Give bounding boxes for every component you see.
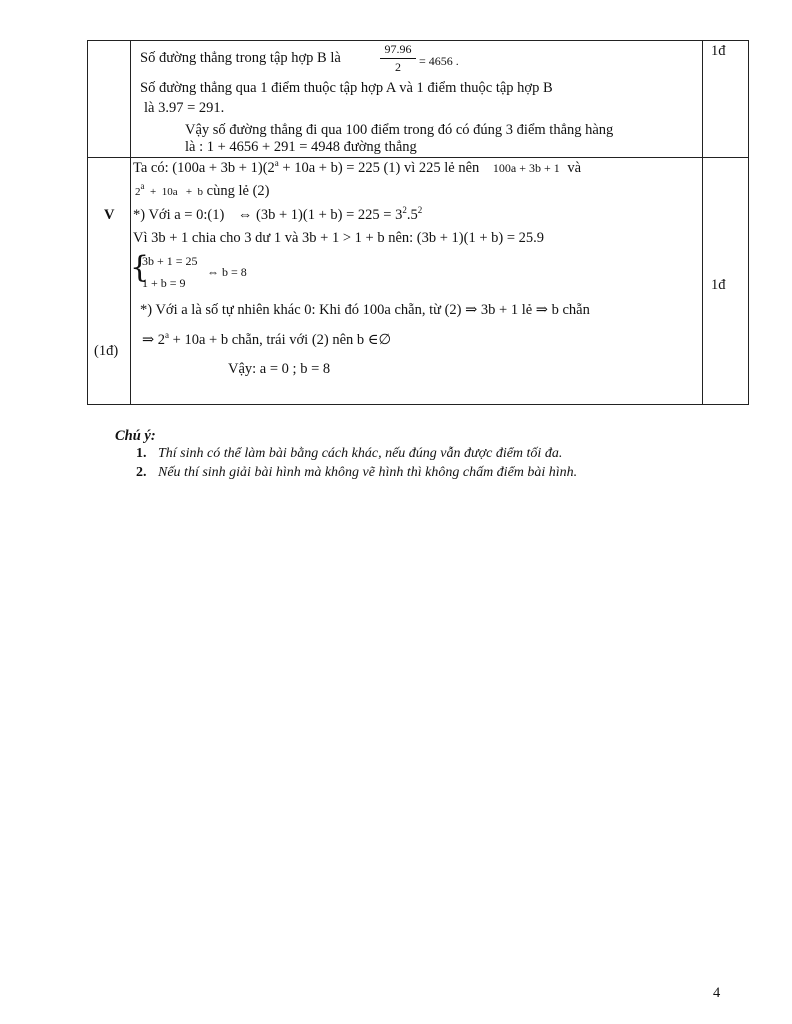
note-text: Nếu thí sinh giải bài hình mà không vẽ hình thì không chấm điểm bài hình. [158, 465, 578, 480]
system-eq-2: 1 + b = 9 [142, 276, 186, 290]
line2-base: 2 [135, 186, 141, 198]
system-result: ⇔ b = 8 [207, 265, 247, 279]
line3-exponent-2: 2 [417, 205, 423, 216]
table-border-right [748, 40, 749, 405]
row2-line2 [135, 183, 269, 200]
row2-conclusion: Vậy: a = 0 ; b = 8 [228, 361, 331, 377]
line3-part-b: ⇔ (3b + 1)(1 + b) = 225 = 3 [237, 207, 403, 223]
line3-part-c: .5 [406, 207, 418, 223]
fraction-denominator: 2 [395, 60, 401, 74]
line1-part-a: Ta có: (100a + 3b + 1)(2 [133, 160, 275, 176]
line1-part-b: + 10a + b) = 225 (1) vì 225 lẻ nên [278, 160, 480, 176]
notes-title: Chú ý: [115, 428, 156, 444]
row2-line1 [133, 160, 581, 177]
row2-score: 1đ [711, 277, 726, 293]
row1-line3: là 3.97 = 291. [144, 100, 225, 116]
system-eq-1: 3b + 1 = 25 [142, 254, 198, 268]
line2-exponent: a [140, 181, 145, 192]
line1-and: và [567, 160, 582, 176]
line1-expression: 100a + 3b + 1 [492, 161, 560, 175]
table-border-top [87, 40, 749, 41]
line7-part-b: + 10a + b chẵn, trái với (2) nên b ∈∅ [169, 332, 392, 348]
row2-line7 [142, 332, 391, 349]
line7-exponent: a [165, 330, 170, 341]
row1-line5: là : 1 + 4656 + 291 = 4948 đường thẳng [185, 139, 417, 155]
note-number: 2. [136, 465, 147, 480]
note-item [136, 446, 562, 462]
note-item [136, 465, 577, 481]
row2-line4: Vì 3b + 1 chia cho 3 dư 1 và 3b + 1 > 1 + b nên: (3b + 1)(1 + b) = 25.9 [133, 230, 545, 246]
line2-expression: + 10a + b [144, 186, 204, 198]
table-border-bottom [87, 404, 749, 405]
fraction-bar [380, 58, 416, 59]
row1-fraction-result: = 4656 . [419, 54, 459, 68]
row2-line6: *) Với a là số tự nhiên khác 0: Khi đó 100a chẵn, từ (2) ⇒ 3b + 1 lẻ ⇒ b chẵn [140, 302, 590, 318]
table-col-divider-2 [702, 40, 703, 405]
question-points: (1đ) [94, 343, 119, 359]
row1-line2: Số đường thẳng qua 1 điểm thuộc tập hợp A và 1 điểm thuộc tập hợp B [140, 80, 553, 96]
line7-part-a: ⇒ 2 [142, 332, 166, 348]
line1-exponent: a [274, 158, 279, 169]
note-text: Thí sinh có thể làm bài bằng cách khác, nếu đúng vẫn được điểm tối đa. [158, 446, 563, 461]
fraction-numerator: 97.96 [384, 42, 412, 56]
row1-fraction [380, 42, 416, 75]
table-border-left [87, 40, 88, 405]
line2-text: cùng lẻ (2) [206, 183, 270, 199]
row1-score: 1đ [711, 43, 726, 59]
table-border-mid [87, 157, 749, 158]
question-label: V [104, 207, 115, 223]
line3-part-a: *) Với a = 0:(1) [133, 207, 225, 223]
row1-line1: Số đường thẳng trong tập hợp B là [140, 50, 341, 66]
row1-line4: Vậy số đường thẳng đi qua 100 điểm trong đó có đúng 3 điểm thẳng hàng [185, 122, 614, 138]
curly-brace-icon: { [130, 250, 150, 285]
note-number: 1. [136, 446, 147, 461]
row2-line3 [133, 207, 422, 224]
table-col-divider-1 [130, 40, 131, 405]
page-number: 4 [713, 985, 721, 1001]
line3-exponent-1: 2 [402, 205, 407, 216]
